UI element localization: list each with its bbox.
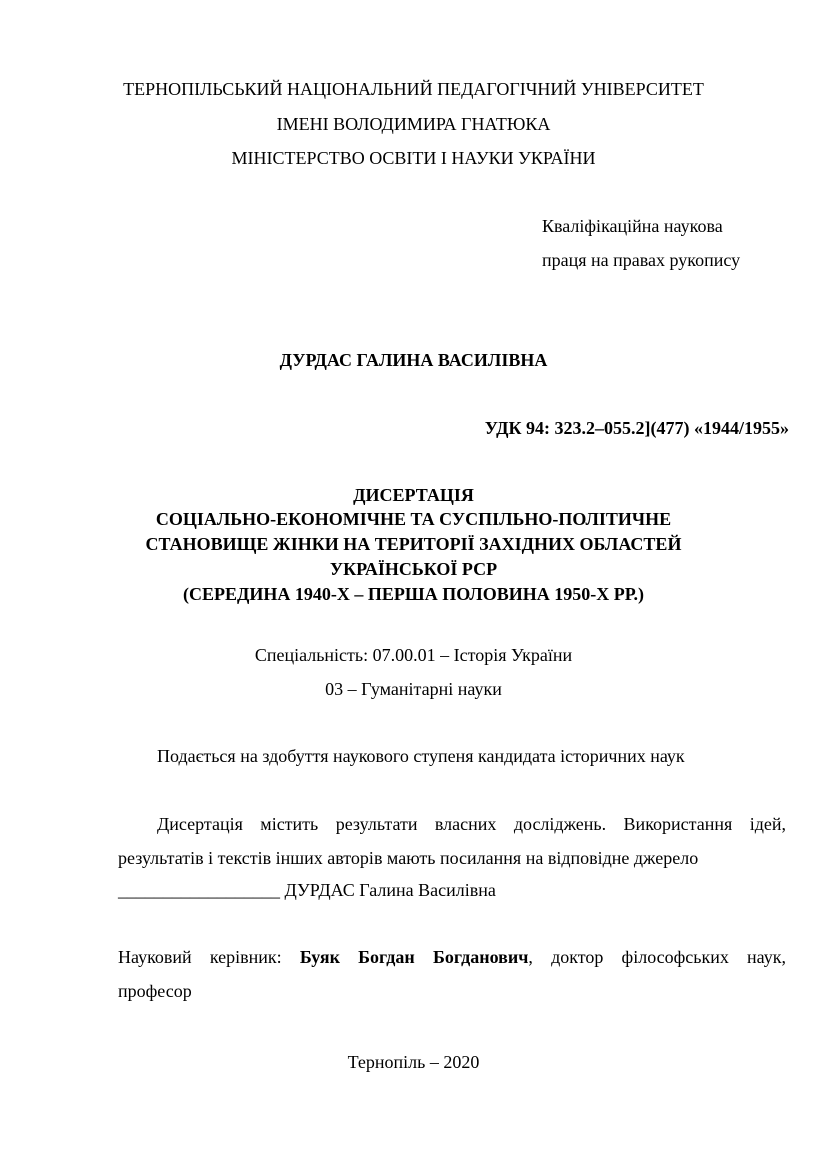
ministry-name: МІНІСТЕРСТВО ОСВІТИ І НАУКИ УКРАЇНИ	[231, 148, 596, 168]
supervisor-label: Науковий керівник:	[118, 947, 300, 967]
manuscript-note-line1: Кваліфікаційна наукова	[542, 216, 723, 236]
document-type: ДИСЕРТАЦІЯ	[353, 485, 474, 505]
author-name: ДУРДАС ГАЛИНА ВАСИЛІВНА	[279, 350, 548, 370]
title-line1: СОЦІАЛЬНО-ЕКОНОМІЧНЕ ТА СУСПІЛЬНО-ПОЛІТИЧНЕ	[155, 509, 672, 529]
originality-line2: результатів і текстів інших авторів мають посилання на відповідне джерело	[118, 848, 699, 868]
originality-line1: Дисертація містить результати власних досліджень. Використання ідей,	[157, 814, 786, 834]
title-line3: УКРАЇНСЬКОЇ РСР	[329, 559, 498, 579]
manuscript-note-line2: праця на правах рукопису	[542, 250, 741, 270]
udc-code: УДК 94: 323.2–055.2](477) «1944/1955»	[484, 418, 789, 438]
signature-blank: __________________	[118, 880, 280, 900]
title-line2: СТАНОВИЩЕ ЖІНКИ НА ТЕРИТОРІЇ ЗАХІДНИХ ОБЛАСТЕЙ	[145, 534, 682, 554]
supervisor-credentials: , доктор філософських наук,	[528, 947, 787, 967]
supervisor-title: професор	[118, 981, 192, 1001]
supervisor-name: Буяк Богдан Богданович	[299, 947, 529, 967]
supervisor-line1	[118, 947, 786, 969]
university-name-line1: ТЕРНОПІЛЬСЬКИЙ НАЦІОНАЛЬНИЙ ПЕДАГОГІЧНИЙ УНІВЕРСИТЕТ	[123, 79, 704, 99]
title-line4: (СЕРЕДИНА 1940-Х – ПЕРША ПОЛОВИНА 1950-Х РР.)	[183, 584, 644, 604]
signature-name: ДУРДАС Галина Василівна	[280, 880, 496, 900]
university-name-line2: ІМЕНІ ВОЛОДИМИРА ГНАТЮКА	[276, 114, 551, 134]
specialty-line2: 03 – Гуманітарні науки	[325, 679, 502, 699]
city-year: Тернопіль – 2020	[347, 1052, 480, 1072]
signature-line	[118, 880, 496, 902]
specialty-line1: Спеціальність: 07.00.01 – Історія України	[254, 645, 573, 665]
degree-statement: Подається на здобуття наукового ступеня кандидата історичних наук	[157, 746, 685, 766]
